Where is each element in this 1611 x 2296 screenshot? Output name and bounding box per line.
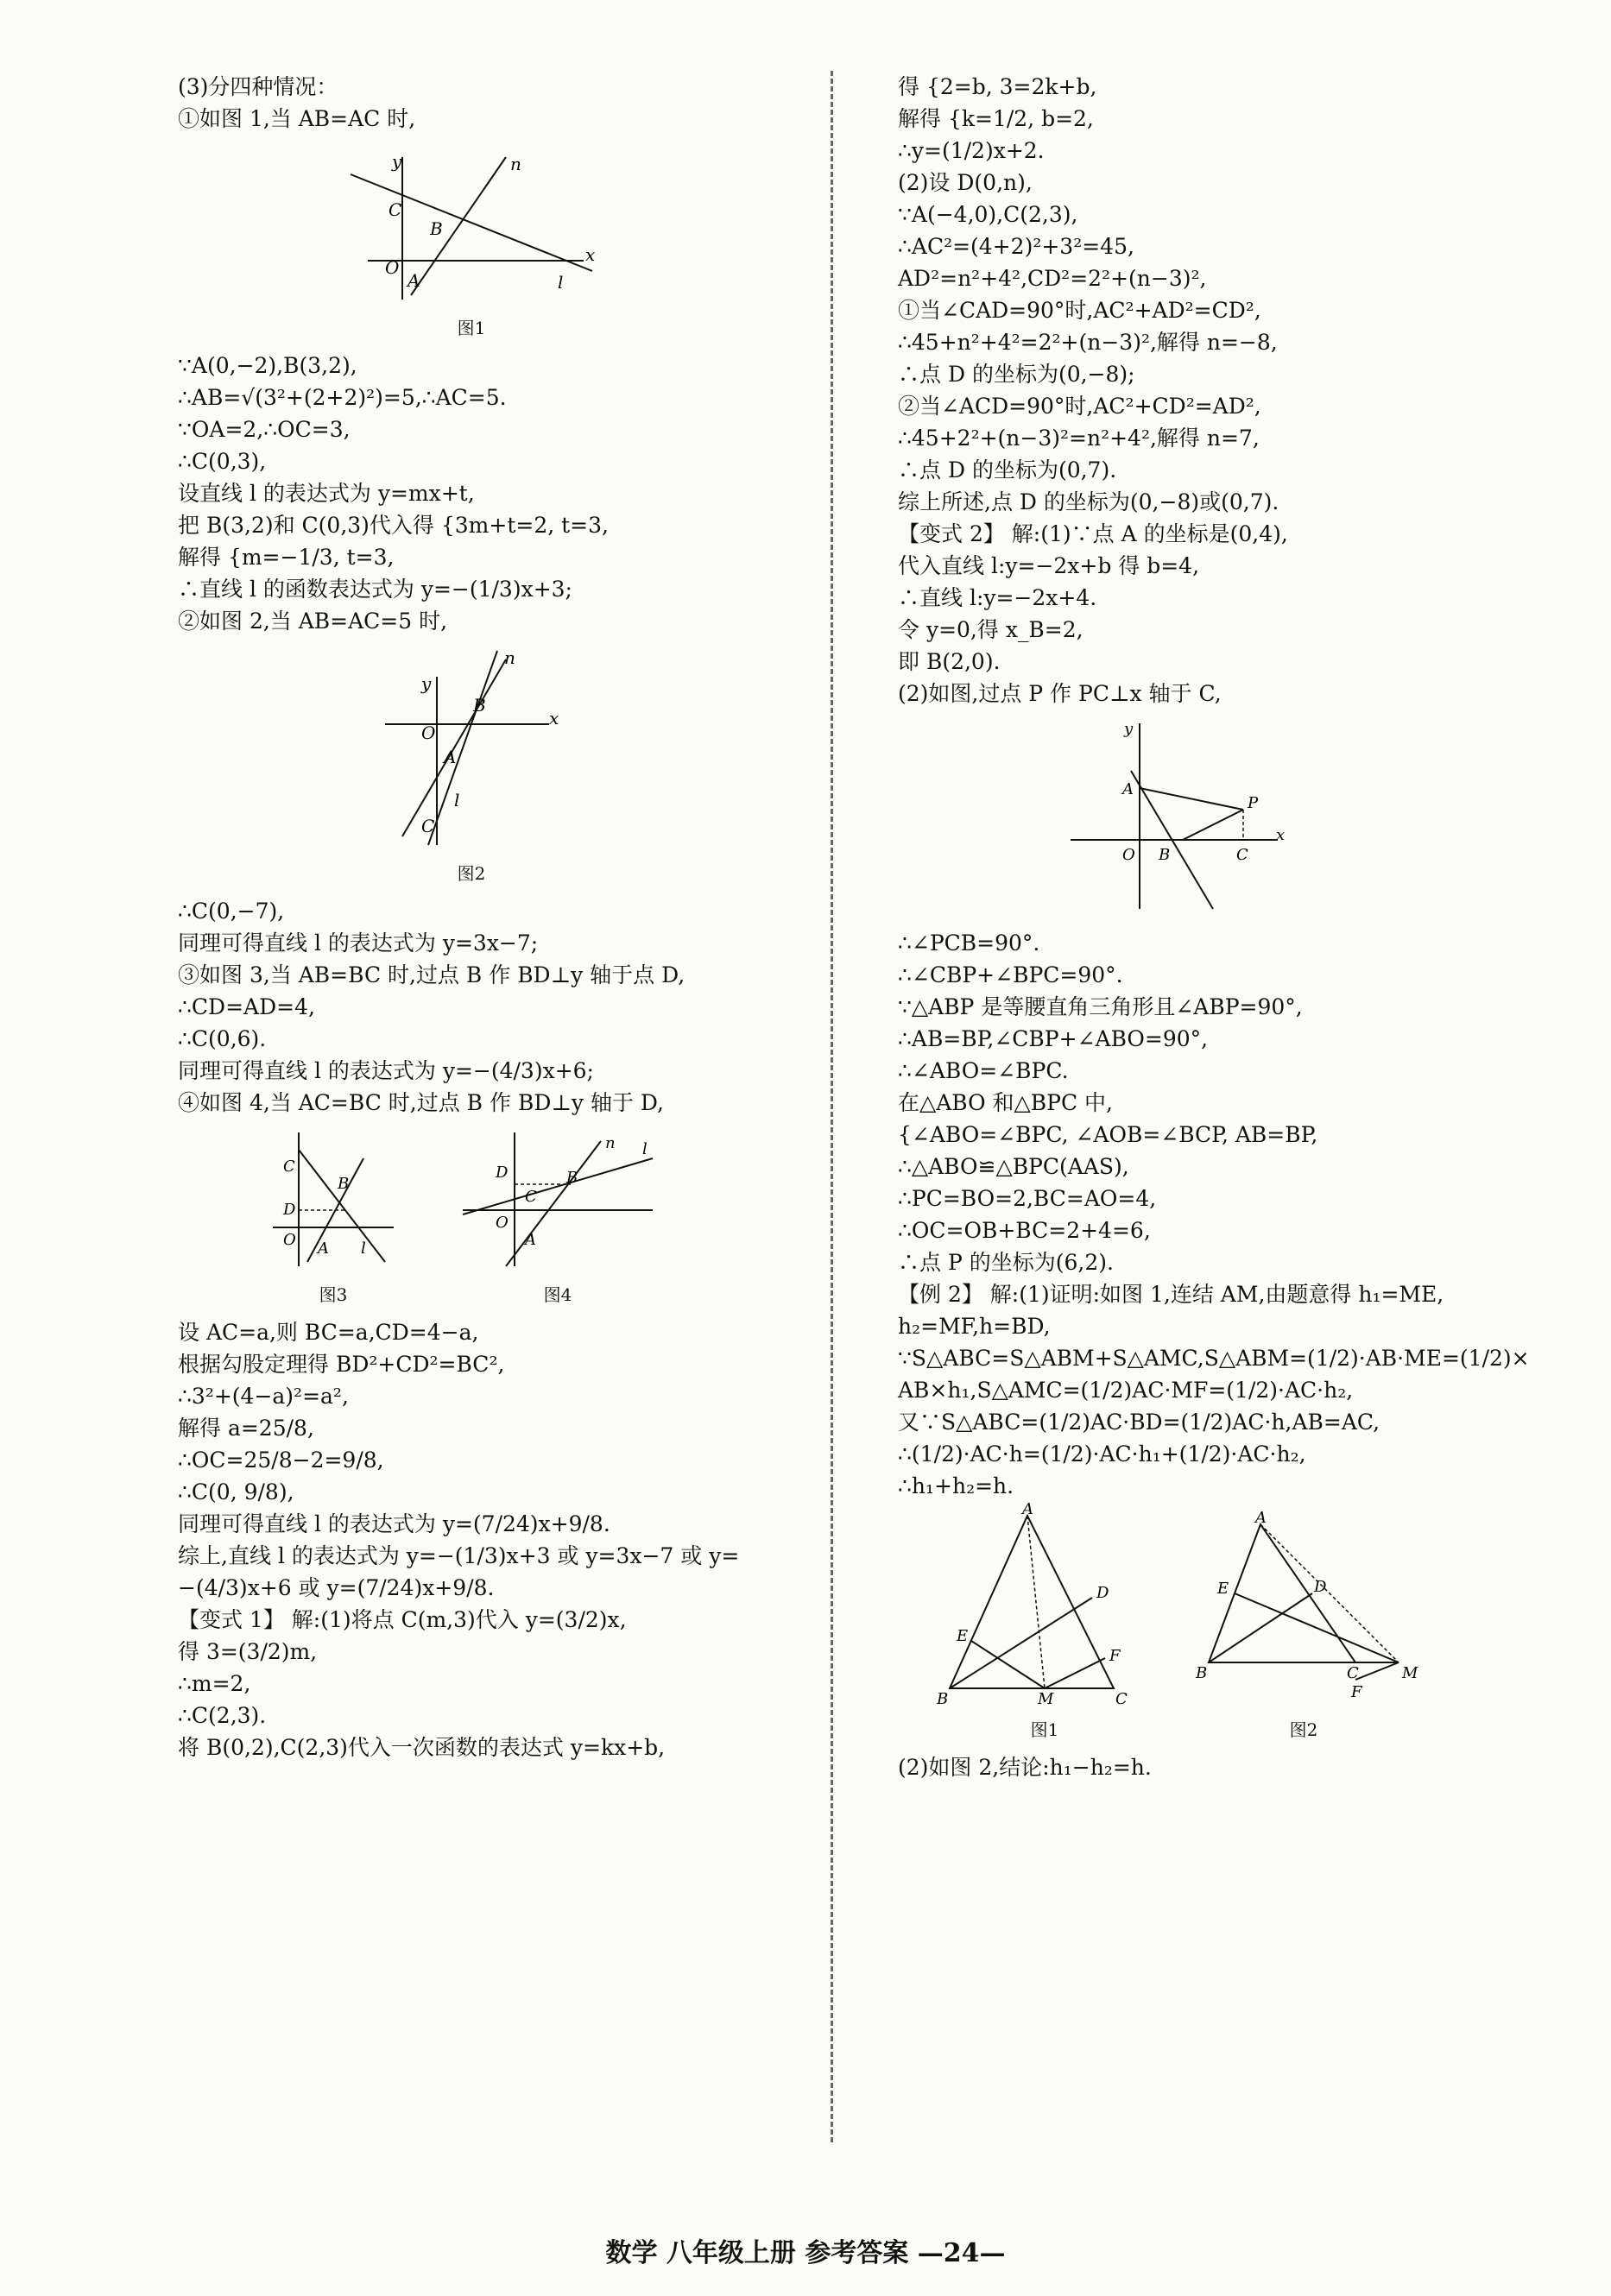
text-line: 同理可得直线 l 的表达式为 y=(7/24)x+9/8. [178,1511,610,1536]
svg-text:B: B [937,1690,949,1708]
svg-text:A: A [1022,1500,1033,1518]
text-line: ∴h₁+h₂=h. [898,1473,1014,1498]
text-line: ∴直线 l 的函数表达式为 y=−(1/3)x+3; [178,577,572,602]
text-line: 综上,直线 l 的表达式为 y=−(1/3)x+3 或 y=3x−7 或 y= [178,1543,740,1568]
svg-text:M: M [1402,1664,1418,1682]
text-line: (2)如图,过点 P 作 PC⊥x 轴于 C, [898,681,1222,706]
svg-text:B: B [473,695,486,716]
text-line: 解得 {k=1/2, b=2, [898,106,1094,131]
svg-text:y: y [421,673,432,694]
text-line: −(4/3)x+6 或 y=(7/24)x+9/8. [178,1575,495,1600]
figure-caption: 图3 [319,1284,348,1305]
text-line: 设 AC=a,则 BC=a,CD=4−a, [178,1320,479,1345]
figure-caption: 图1 [1030,1719,1059,1740]
svg-text:l: l [361,1239,366,1258]
text-line: ∵A(−4,0),C(2,3), [898,202,1078,227]
svg-text:n: n [605,1134,616,1152]
svg-text:E: E [957,1627,969,1645]
right-column [898,71,1537,1783]
svg-text:O: O [1122,846,1135,864]
figure-1 [333,140,817,344]
svg-text:D: D [1096,1584,1109,1602]
text-line: ∴CD=AD=4, [178,994,315,1019]
text-line: (3)分四种情况： [178,74,338,99]
svg-text:n: n [504,647,515,668]
text-line: ∴C(0, 9/8), [178,1479,294,1504]
text-line: ∴∠PCB=90°. [898,930,1040,956]
figure-caption: 图2 [457,863,486,884]
svg-text:l: l [454,790,460,811]
text-line: ∴∠ABO=∠BPC. [898,1058,1069,1083]
figure-caption: 图2 [1289,1719,1318,1740]
svg-text:M: M [1038,1690,1054,1708]
text-line: ∴△ABO≌△BPC(AAS), [898,1154,1129,1179]
figures-example2 [932,1500,1537,1746]
svg-text:E: E [1217,1580,1229,1598]
text-line: ∴AC²=(4+2)²+3²=45, [898,234,1134,259]
text-line: ∴C(0,−7), [178,899,285,924]
text-line: 【例 2】 解:(1)证明:如图 1,连结 AM,由题意得 h₁=ME, h₂=MF,h=BD, [898,1282,1444,1339]
text-line: ∴直线 l:y=−2x+4. [898,585,1097,610]
text-line: ∴点 P 的坐标为(6,2). [898,1250,1114,1275]
svg-text:l: l [558,272,564,293]
text-line: 得 3=(3/2)m, [178,1639,318,1664]
svg-text:y: y [1124,720,1134,738]
text-line: ∴OC=25/8−2=9/8, [178,1448,384,1473]
text-line: 把 B(3,2)和 C(0,3)代入得 {3m+t=2, t=3, [178,513,609,538]
figure-caption: 图4 [543,1284,572,1305]
text-line: ∴y=(1/2)x+2. [898,138,1045,163]
svg-text:D: D [1314,1578,1327,1596]
left-column [178,71,817,1763]
text-line: 解得 {m=−1/3, t=3, [178,545,395,570]
text-line: 【变式 1】 解:(1)将点 C(m,3)代入 y=(3/2)x, [178,1607,627,1632]
svg-text:A: A [318,1239,329,1258]
text-line: ∴m=2, [178,1671,251,1696]
svg-text:A: A [444,747,457,767]
svg-text:O: O [421,722,436,743]
text-line: ∵S△ABC=S△ABM+S△AMC,S△ABM=(1/2)·AB·ME=(1/2)× AB×h₁,S△AMC=(1/2)AC·MF=(1/2)·AC·h₂, [898,1346,1530,1403]
text-line: ∵A(0,−2),B(3,2), [178,353,357,378]
svg-text:D: D [283,1201,296,1219]
text-line: ∴AB=√(3²+(2+2)²)=5,∴AC=5. [178,385,507,410]
svg-text:B: B [566,1169,578,1187]
svg-text:D: D [496,1164,509,1182]
text-line: 令 y=0,得 x_B=2, [898,617,1083,642]
text-line: ∴OC=OB+BC=2+4=6, [898,1218,1151,1243]
svg-text:n: n [510,154,521,174]
svg-text:C: C [421,816,435,836]
svg-text:l: l [642,1140,648,1158]
svg-text:F: F [1351,1683,1362,1701]
svg-text:B: B [1196,1664,1208,1682]
svg-text:C: C [1236,846,1248,864]
svg-text:x: x [1276,826,1286,844]
text-line: 即 B(2,0). [898,649,1001,674]
text-line: 得 {2=b, 3=2k+b, [898,74,1097,99]
text-line: 综上所述,点 D 的坐标为(0,−8)或(0,7). [898,489,1279,514]
text-line: ①当∠CAD=90°时,AC²+AD²=CD², [898,298,1261,323]
text-line: 解得 a=25/8, [178,1416,314,1441]
page-footer: 数学 八年级上册 参考答案 —24— [605,2238,1006,2268]
svg-text:y: y [392,151,402,172]
svg-text:B: B [430,218,443,239]
text-line: ∴PC=BO=2,BC=AO=4, [898,1186,1157,1211]
text-line: ∴C(0,6). [178,1026,267,1051]
svg-text:F: F [1109,1647,1121,1665]
svg-text:C: C [525,1188,537,1206]
svg-text:C: C [283,1157,295,1176]
figure-variant2 [1062,715,1537,922]
text-line: ∴45+2²+(n−3)²=n²+4²,解得 n=7, [898,426,1260,451]
text-line: ①如图 1,当 AB=AC 时, [178,106,416,131]
svg-text:P: P [1248,794,1259,812]
text-line: ∴点 D 的坐标为(0,7). [898,457,1117,483]
text-line: (2)如图 2,结论:h₁−h₂=h. [898,1755,1152,1780]
text-line: ④如图 4,当 AC=BC 时,过点 B 作 BD⊥y 轴于 D, [178,1090,664,1115]
svg-text:A: A [525,1231,536,1249]
text-line: ∵△ABP 是等腰直角三角形且∠ABP=90°, [898,994,1303,1019]
svg-text:A: A [1255,1509,1267,1527]
text-line: 根据勾股定理得 BD²+CD²=BC², [178,1352,505,1377]
text-line: ∴3²+(4−a)²=a², [178,1384,349,1409]
text-line: 代入直线 l:y=−2x+b 得 b=4, [898,553,1200,578]
text-line: 在△ABO 和△BPC 中, [898,1090,1113,1115]
column-divider [831,71,833,2142]
text-line: ②如图 2,当 AB=AC=5 时, [178,609,448,634]
text-line: 同理可得直线 l 的表达式为 y=−(4/3)x+6; [178,1058,594,1083]
svg-text:C: C [389,199,402,220]
text-line: ∴C(2,3). [178,1703,267,1728]
svg-text:x: x [549,708,559,729]
text-line: {∠ABO=∠BPC, ∠AOB=∠BCP, AB=BP, [898,1122,1318,1147]
text-line: 又∵S△ABC=(1/2)AC·BD=(1/2)AC·h,AB=AC, [898,1410,1380,1435]
svg-text:A: A [407,270,420,291]
text-line: ∵OA=2,∴OC=3, [178,417,351,442]
svg-text:C: C [1347,1664,1359,1682]
figure-caption: 图1 [457,318,486,338]
text-line: ∴点 D 的坐标为(0,−8); [898,362,1135,387]
svg-text:C: C [1115,1690,1128,1708]
text-line: 设直线 l 的表达式为 y=mx+t, [178,481,475,506]
text-line: ②当∠ACD=90°时,AC²+CD²=AD², [898,394,1261,419]
text-line: ∴∠CBP+∠BPC=90°. [898,962,1123,987]
text-line: 将 B(0,2),C(2,3)代入一次函数的表达式 y=kx+b, [178,1735,666,1760]
text-line: ∴C(0,3), [178,449,267,474]
text-line: ∴(1/2)·AC·h=(1/2)·AC·h₁+(1/2)·AC·h₂, [898,1441,1306,1467]
figures-3-4 [264,1124,817,1311]
text-line: ③如图 3,当 AB=BC 时,过点 B 作 BD⊥y 轴于点 D, [178,962,685,987]
text-line: AD²=n²+4²,CD²=2²+(n−3)², [898,266,1207,291]
svg-text:B: B [338,1175,350,1193]
text-line: (2)设 D(0,n), [898,170,1033,195]
svg-text:O: O [385,257,400,278]
svg-text:B: B [1159,846,1171,864]
text-line: 【变式 2】 解:(1)∵点 A 的坐标是(0,4), [898,521,1288,546]
text-line: ∴AB=BP,∠CBP+∠ABO=90°, [898,1026,1209,1051]
text-line: 同理可得直线 l 的表达式为 y=3x−7; [178,930,539,956]
svg-text:O: O [496,1214,509,1232]
text-line: ∴45+n²+4²=2²+(n−3)²,解得 n=−8, [898,330,1278,355]
svg-text:O: O [283,1231,296,1249]
figure-2 [376,642,817,890]
svg-text:A: A [1122,780,1134,798]
svg-text:x: x [585,244,596,265]
